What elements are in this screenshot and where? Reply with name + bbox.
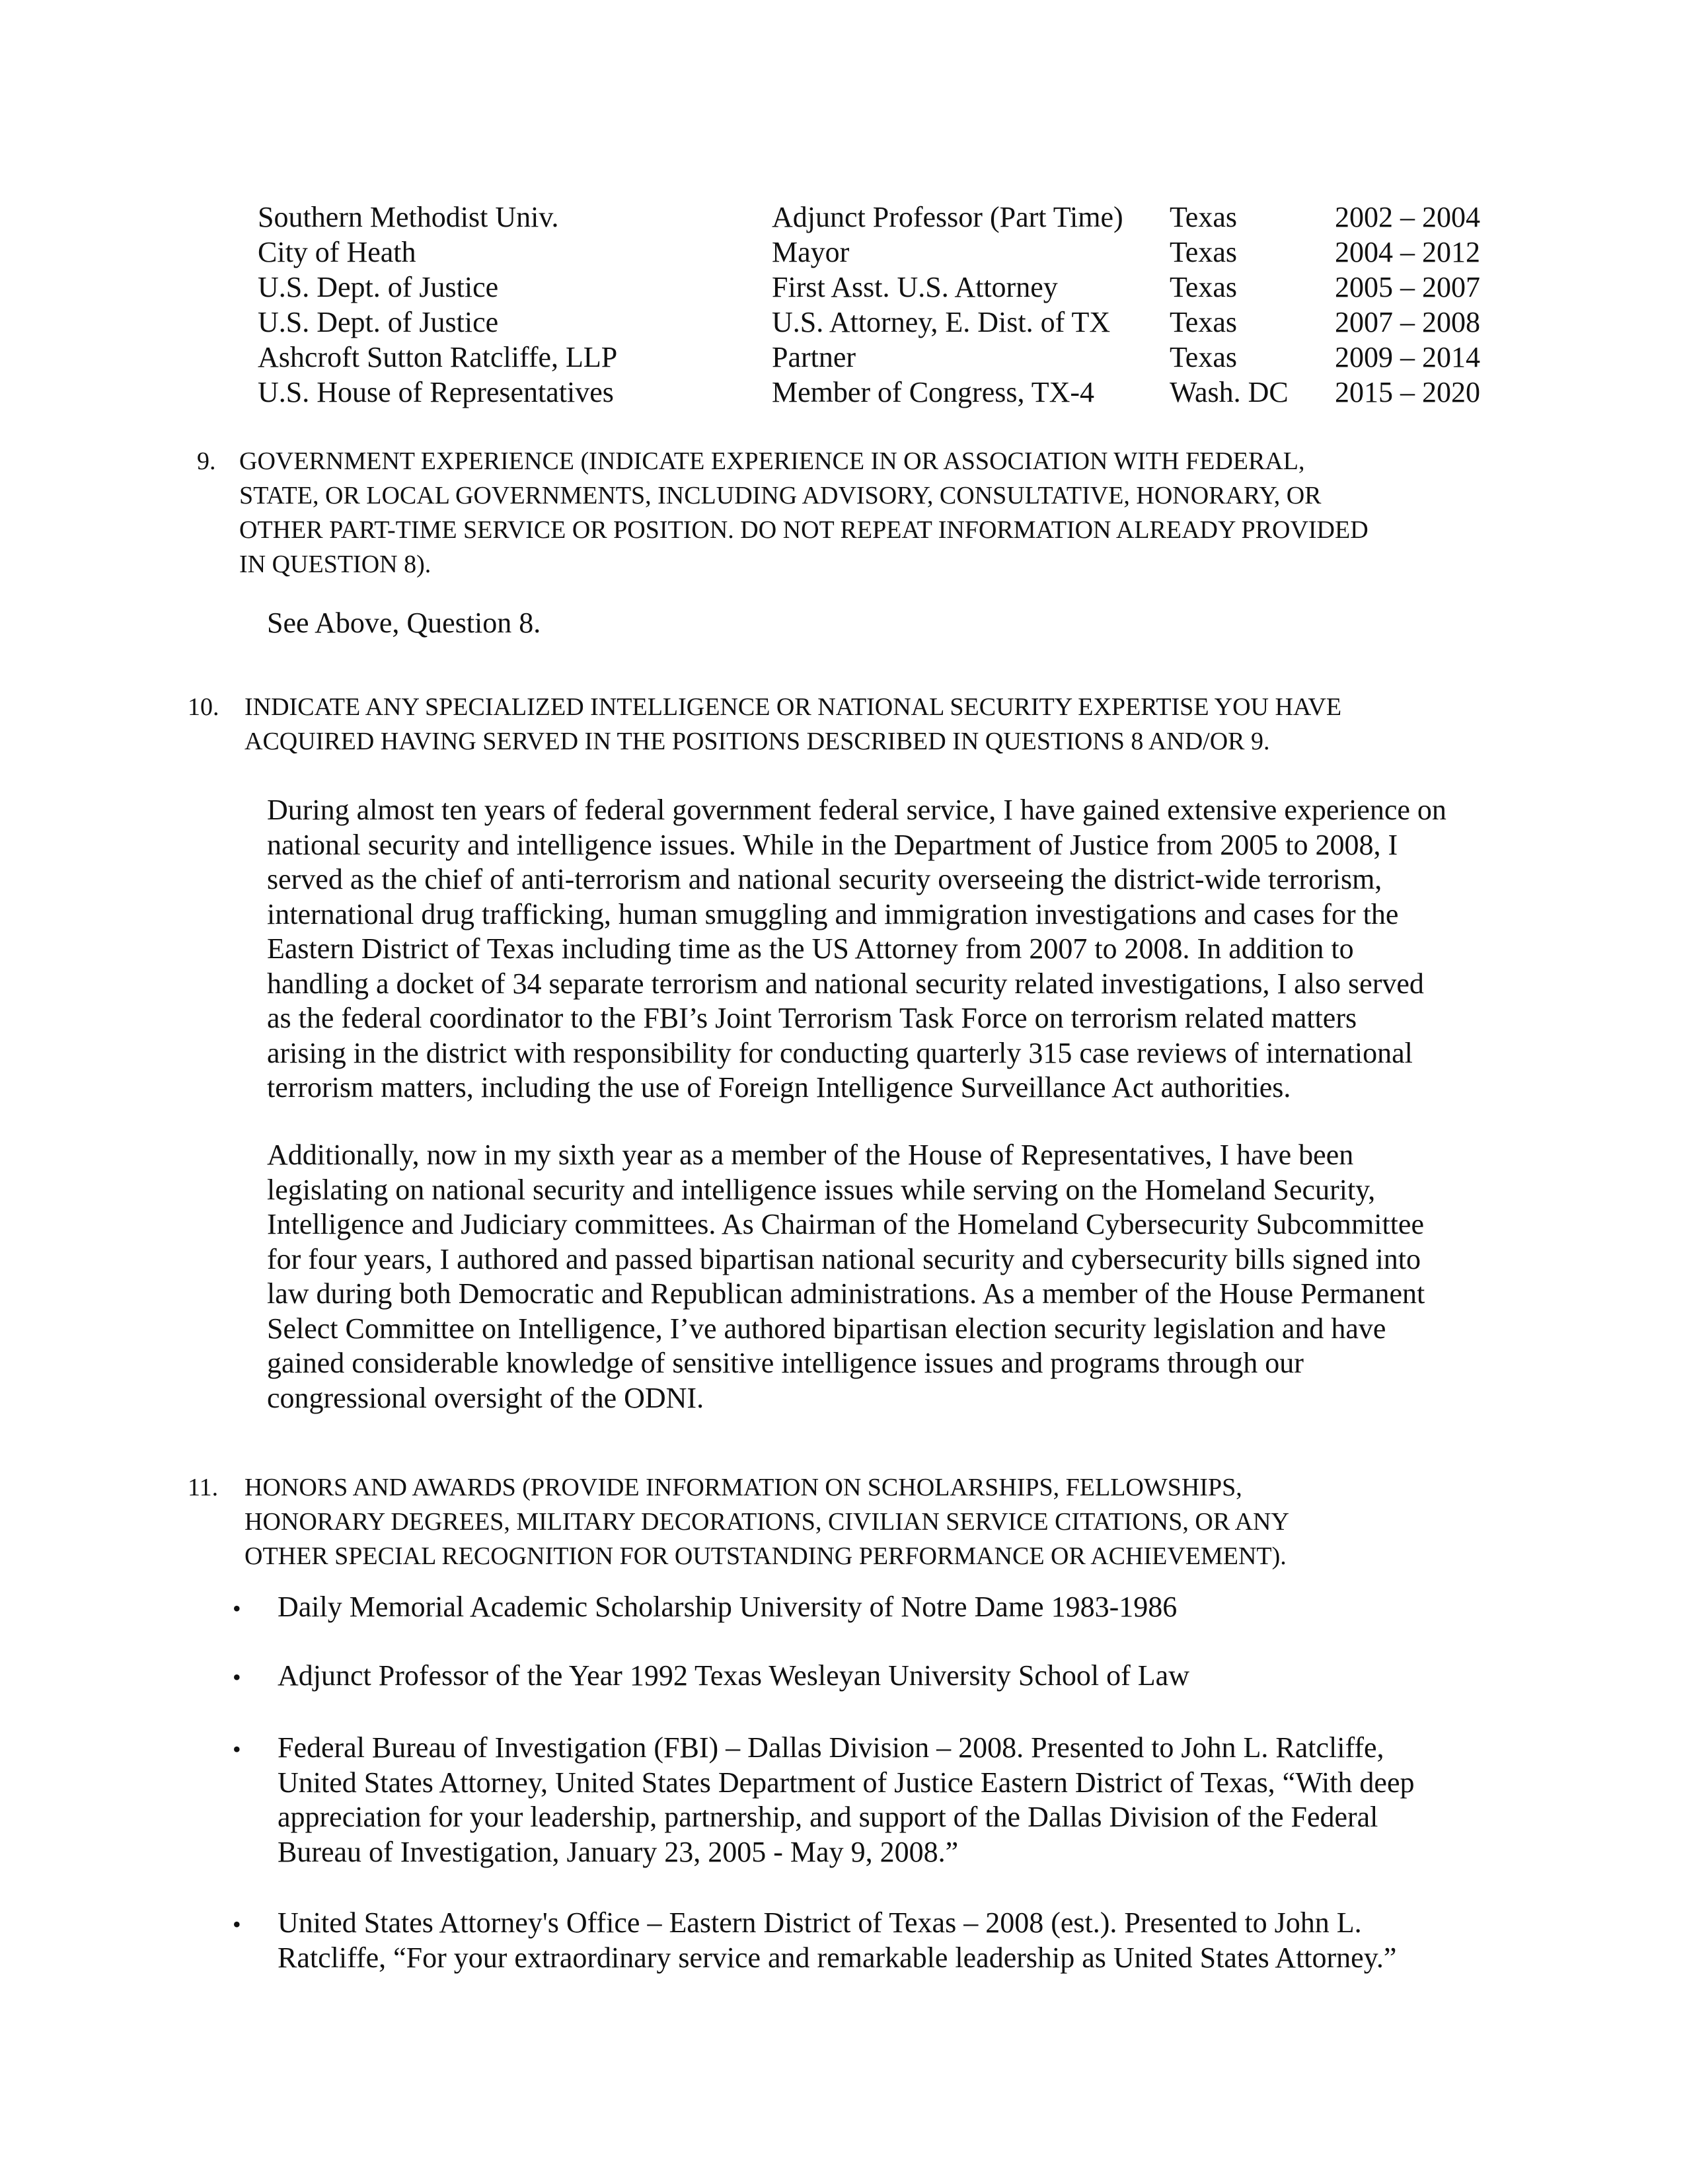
question-number: 11.: [188, 1474, 219, 1501]
question-heading: [239, 444, 1369, 582]
bullet-icon: •: [233, 1736, 241, 1762]
list-item-line: Daily Memorial Academic Scholarship University of Notre Dame 1983-1986: [278, 1591, 1178, 1623]
list-item-line: United States Attorney's Office – Eastern District of Texas – 2008 (est.). Presented to John L.: [278, 1906, 1362, 1939]
table-row: [0, 340, 1689, 375]
table-row: [0, 305, 1689, 340]
paragraph-line: law during both Democratic and Republican administrations. As a member of the House Permanent: [267, 1277, 1425, 1310]
position-cell: Adjunct Professor (Part Time): [772, 201, 1123, 233]
paragraph-line: Select Committee on Intelligence, I’ve authored bipartisan election security legislation and have: [267, 1312, 1386, 1345]
list-item-line: Bureau of Investigation, January 23, 2005 - May 9, 2008.”: [278, 1835, 959, 1868]
paragraph-line: national security and intelligence issues. While in the Department of Justice from 2005 to 2008, I: [267, 828, 1398, 861]
location-cell: Wash. DC: [1170, 376, 1289, 408]
heading-line: HONORARY DEGREES, MILITARY DECORATIONS, CIVILIAN SERVICE CITATIONS, OR ANY: [244, 1508, 1289, 1536]
list-item-text: [278, 1906, 1396, 1975]
employer-cell: City of Heath: [258, 236, 416, 268]
position-cell: Partner: [772, 341, 856, 373]
paragraph-line: arising in the district with responsibility for conducting quarterly 315 case reviews of international: [267, 1036, 1413, 1069]
location-cell: Texas: [1170, 201, 1237, 233]
answer-paragraph: [267, 1138, 1509, 1415]
heading-line: OTHER PART-TIME SERVICE OR POSITION. DO NOT REPEAT INFORMATION ALREADY PROVIDED: [239, 516, 1369, 544]
position-cell: First Asst. U.S. Attorney: [772, 271, 1058, 303]
employer-cell: U.S. Dept. of Justice: [258, 271, 499, 303]
paragraph-line: served as the chief of anti-terrorism and national security overseeing the district-wide terrorism,: [267, 863, 1382, 895]
question-answer: See Above, Question 8.: [267, 607, 541, 639]
employer-cell: U.S. Dept. of Justice: [258, 306, 499, 338]
paragraph-line: Intelligence and Judiciary committees. As Chairman of the Homeland Cybersecurity Subcommittee: [267, 1208, 1424, 1240]
list-item-line: Adjunct Professor of the Year 1992 Texas Wesleyan University School of Law: [278, 1659, 1189, 1692]
list-item-line: Ratcliffe, “For your extraordinary service and remarkable leadership as United States Attorney.”: [278, 1941, 1397, 1974]
paragraph-line: Eastern District of Texas including time as the US Attorney from 2007 to 2008. In addition to: [267, 932, 1354, 965]
paragraph-line: international drug trafficking, human smuggling and immigration investigations and cases for the: [267, 897, 1399, 930]
paragraph-line: legislating on national security and intelligence issues while serving on the Homeland Security,: [267, 1173, 1376, 1206]
dates-cell: 2007 – 2008: [1335, 306, 1480, 338]
bullet-icon: •: [233, 1911, 241, 1938]
dates-cell: 2002 – 2004: [1335, 201, 1480, 233]
list-item-text: [278, 1659, 1189, 1694]
table-row: [0, 235, 1689, 270]
employer-cell: U.S. House of Representatives: [258, 376, 614, 408]
dates-cell: 2015 – 2020: [1335, 376, 1480, 408]
list-item-line: United States Attorney, United States Department of Justice Eastern District of Texas, “With deep: [278, 1766, 1415, 1799]
employer-cell: Southern Methodist Univ.: [258, 201, 559, 233]
question-heading: [244, 1470, 1289, 1573]
paragraph-line: handling a docket of 34 separate terrorism and national security related investigations, I also served: [267, 967, 1424, 1000]
paragraph-line: as the federal coordinator to the FBI’s Joint Terrorism Task Force on terrorism related matters: [267, 1002, 1357, 1034]
position-cell: Member of Congress, TX-4: [772, 376, 1094, 408]
employer-cell: Ashcroft Sutton Ratcliffe, LLP: [258, 341, 618, 373]
position-cell: U.S. Attorney, E. Dist. of TX: [772, 306, 1111, 338]
dates-cell: 2005 – 2007: [1335, 271, 1480, 303]
location-cell: Texas: [1170, 341, 1237, 373]
list-item-text: [278, 1590, 1177, 1625]
location-cell: Texas: [1170, 236, 1237, 268]
paragraph-line: for four years, I authored and passed bipartisan national security and cybersecurity bills signed into: [267, 1242, 1421, 1275]
heading-line: ACQUIRED HAVING SERVED IN THE POSITIONS DESCRIBED IN QUESTIONS 8 AND/OR 9.: [244, 728, 1270, 755]
question-heading: [244, 690, 1341, 759]
heading-line: GOVERNMENT EXPERIENCE (INDICATE EXPERIENCE IN OR ASSOCIATION WITH FEDERAL,: [239, 447, 1305, 475]
table-row: [0, 270, 1689, 305]
heading-line: STATE, OR LOCAL GOVERNMENTS, INCLUDING ADVISORY, CONSULTATIVE, HONORARY, OR: [239, 482, 1322, 509]
bullet-icon: •: [233, 1664, 241, 1690]
table-row: [0, 200, 1689, 235]
list-item-text: [278, 1731, 1415, 1869]
answer-paragraph: [267, 793, 1509, 1106]
heading-line: HONORS AND AWARDS (PROVIDE INFORMATION ON SCHOLARSHIPS, FELLOWSHIPS,: [244, 1474, 1242, 1501]
heading-line: OTHER SPECIAL RECOGNITION FOR OUTSTANDING PERFORMANCE OR ACHIEVEMENT).: [244, 1542, 1287, 1570]
dates-cell: 2004 – 2012: [1335, 236, 1480, 268]
paragraph-line: During almost ten years of federal government federal service, I have gained extensive experience on: [267, 794, 1446, 826]
bullet-icon: •: [233, 1595, 241, 1622]
heading-line: INDICATE ANY SPECIALIZED INTELLIGENCE OR NATIONAL SECURITY EXPERTISE YOU HAVE: [244, 693, 1342, 721]
question-number: 9.: [197, 447, 216, 475]
paragraph-line: Additionally, now in my sixth year as a member of the House of Representatives, I have been: [267, 1139, 1354, 1171]
paragraph-line: terrorism matters, including the use of Foreign Intelligence Surveillance Act authorities.: [267, 1071, 1291, 1104]
paragraph-line: gained considerable knowledge of sensitive intelligence issues and programs through our: [267, 1347, 1304, 1379]
heading-line: IN QUESTION 8).: [239, 550, 432, 578]
location-cell: Texas: [1170, 306, 1237, 338]
paragraph-line: congressional oversight of the ODNI.: [267, 1381, 704, 1414]
table-row: [0, 375, 1689, 410]
list-item-line: appreciation for your leadership, partnership, and support of the Dallas Division of the Federal: [278, 1801, 1378, 1833]
position-cell: Mayor: [772, 236, 850, 268]
dates-cell: 2009 – 2014: [1335, 341, 1480, 373]
question-number: 10.: [188, 693, 219, 721]
list-item-line: Federal Bureau of Investigation (FBI) – Dallas Division – 2008. Presented to John L. Ratcliffe,: [278, 1731, 1384, 1764]
location-cell: Texas: [1170, 271, 1237, 303]
